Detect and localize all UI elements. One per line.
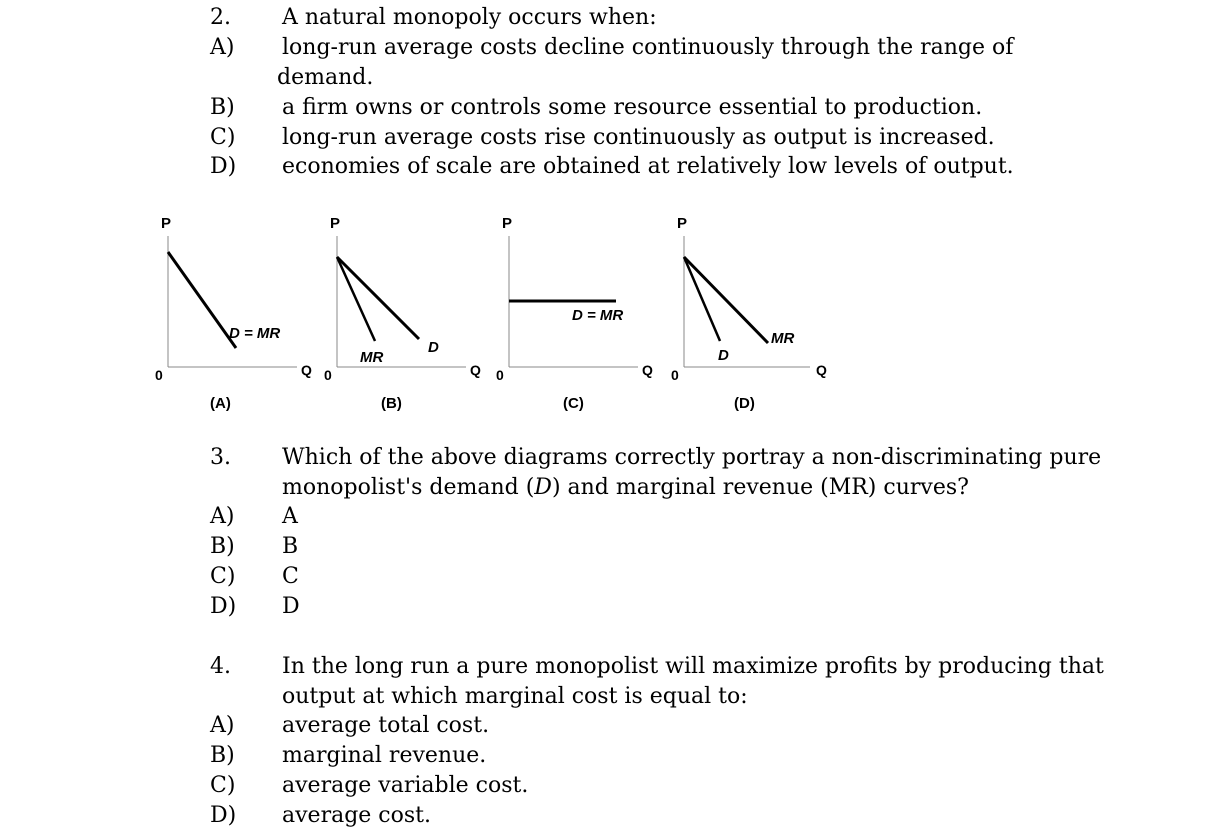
question-stem: Which of the above diagrams correctly portray a non-discriminating pure [282, 445, 1102, 470]
mr-curve [337, 257, 375, 341]
question-stem: A natural monopoly occurs when: [282, 5, 657, 30]
option-letter: D) [210, 154, 237, 179]
stem-text: monopolist's demand ( [282, 475, 535, 500]
stem-italic-d: D [534, 475, 552, 500]
origin-label: 0 [155, 367, 163, 383]
diagram-caption: (C) [563, 395, 584, 412]
stem-text: ) and marginal revenue (MR) curves? [551, 475, 969, 500]
monopoly-diagrams [0, 200, 1211, 420]
origin-label: 0 [496, 367, 504, 383]
question-number: 4. [210, 654, 231, 679]
question-number: 2. [210, 5, 231, 30]
question-stem-continued [282, 473, 969, 503]
option-text: C [282, 564, 299, 589]
option-text: B [282, 534, 299, 559]
option-text: average cost. [282, 803, 431, 828]
option-text-continued: demand. [277, 65, 374, 90]
question-stem-continued: output at which marginal cost is equal to: [282, 684, 748, 709]
option-letter: C) [210, 773, 236, 798]
mr-curve [684, 257, 768, 343]
question-stem: In the long run a pure monopolist will maximize profits by producing that [282, 654, 1104, 679]
option-text: a firm owns or controls some resource essential to production. [282, 95, 983, 120]
p-axis-label: P [677, 215, 688, 232]
option-text: economies of scale are obtained at relatively low levels of output. [282, 154, 1014, 179]
option-letter: A) [210, 35, 235, 60]
curve-label: D [718, 347, 729, 364]
option-letter: B) [210, 95, 235, 120]
diagram-caption: (D) [734, 395, 755, 412]
q-axis-label: Q [642, 362, 653, 378]
option-letter: B) [210, 534, 235, 559]
p-axis-label: P [330, 215, 341, 232]
diagram-d [671, 215, 827, 412]
option-letter: D) [210, 594, 237, 619]
curve-label: MR [771, 330, 795, 347]
q-axis-label: Q [301, 362, 312, 378]
option-letter: C) [210, 125, 236, 150]
p-axis-label: P [502, 215, 513, 232]
diagram-a [155, 215, 312, 412]
option-text: long-run average costs rise continuously as output is increased. [282, 125, 995, 150]
option-letter: D) [210, 803, 237, 828]
origin-label: 0 [671, 367, 679, 383]
option-text: average variable cost. [282, 773, 529, 798]
option-text: A [282, 504, 298, 529]
option-letter: A) [210, 504, 235, 529]
curve-label: MR [360, 349, 384, 366]
option-text: average total cost. [282, 713, 490, 738]
option-text: D [282, 594, 300, 619]
diagram-caption: (B) [381, 395, 402, 412]
demand-curve [168, 252, 236, 348]
option-letter: A) [210, 713, 235, 738]
option-text: marginal revenue. [282, 743, 487, 768]
diagram-b [324, 215, 481, 412]
curve-label: D [428, 339, 439, 356]
option-letter: B) [210, 743, 235, 768]
option-letter: C) [210, 564, 236, 589]
demand-curve [337, 257, 419, 339]
curve-label: D = MR [572, 307, 624, 324]
q-axis-label: Q [470, 362, 481, 378]
diagram-caption: (A) [210, 395, 231, 412]
diagram-c [496, 215, 653, 412]
question-number: 3. [210, 445, 231, 470]
demand-curve [684, 257, 720, 341]
curve-label: D = MR [229, 325, 281, 342]
p-axis-label: P [161, 215, 172, 232]
option-text: long-run average costs decline continuously through the range of [282, 35, 1014, 60]
origin-label: 0 [324, 367, 332, 383]
q-axis-label: Q [816, 362, 827, 378]
